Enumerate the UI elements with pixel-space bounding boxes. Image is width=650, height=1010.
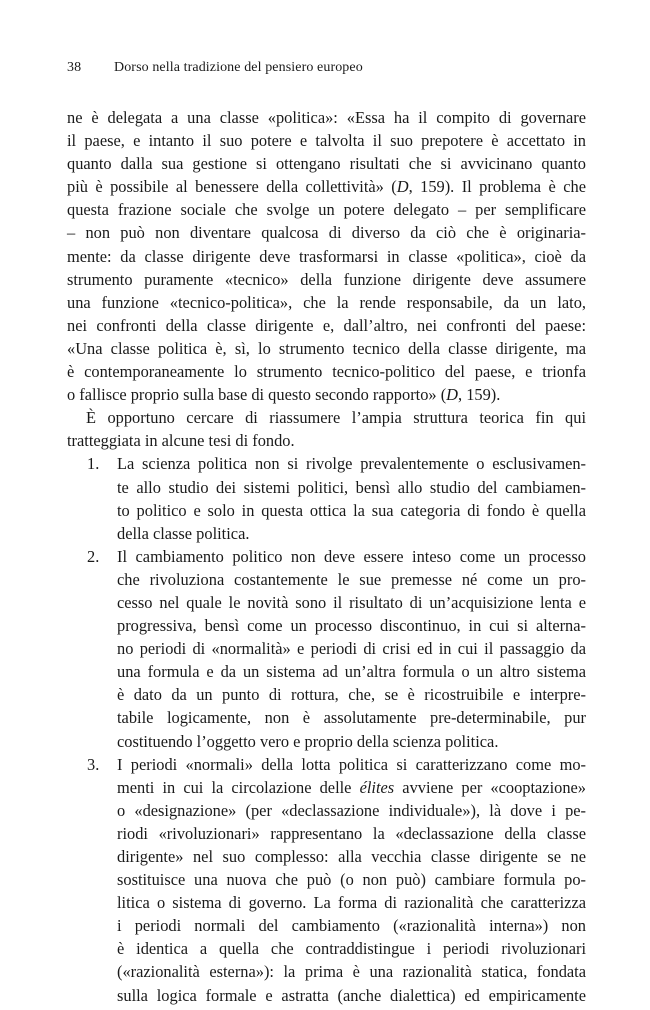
text-line: una formula e da un sistema ad un’altra formula o un altro sistema: [117, 662, 586, 682]
text-line: costituendo l’oggetto vero e proprio della scienza politica.: [117, 731, 499, 751]
text-line: tratteggiata in alcune tesi di fondo.: [67, 431, 295, 451]
running-header: [67, 60, 363, 76]
text-line: menti in cui la circolazione delle élites avviene per «cooptazione»: [117, 777, 586, 797]
text-line: una funzione «tecnico-politica», che la rende responsabile, da un lato,: [67, 292, 586, 312]
text-line: riodi «rivoluzionari» rappresentano la «declassazione della classe: [117, 823, 586, 843]
text-line: sostituisce una nuova che può (o non può) cambiare formula po-: [117, 870, 586, 890]
text-line: è dato da un punto di rottura, che, se è ricostruibile e interpre-: [117, 685, 586, 705]
text-line: o fallisce proprio sulla base di questo secondo rapporto» (D, 159).: [67, 385, 501, 405]
text-line: più è possibile al benessere della collettività» (D, 159). Il problema è che: [67, 177, 586, 197]
text-line: il paese, e intanto il suo potere e talvolta il suo prepotere è accettato in: [67, 131, 586, 151]
paragraph: [67, 106, 586, 406]
text-line: della classe politica.: [117, 523, 250, 543]
text-line: litica o sistema di governo. La forma di razionalità che caratterizza: [117, 893, 586, 913]
text-line: tabile logicamente, non è assolutamente pre-determinabile, pur: [117, 708, 586, 728]
text-line: è identica a quella che contraddistingue i periodi rivoluzionari: [117, 939, 586, 959]
list-item: [67, 753, 586, 1007]
numbered-list: [67, 452, 586, 1006]
text-line: o «designazione» (per «declassazione individuale»), là dove i pe-: [117, 800, 586, 820]
text-line: è contemporaneamente lo strumento tecnico-politico del paese, e trionfa: [67, 362, 586, 382]
page-number: 38: [67, 60, 82, 75]
list-line: Il cambiamento politico non deve essere inteso come un processo: [117, 546, 586, 566]
text-line: no periodi di «normalità» e periodi di crisi ed in cui il passaggio da: [117, 639, 586, 659]
text-line: [67, 545, 586, 568]
list-line: La scienza politica non si rivolge prevalentemente o esclusivamen-: [117, 454, 586, 474]
text-line: quanto dalla sua gestione si ottengano risultati che si avvicinano quanto: [67, 154, 586, 174]
text-line: – non può non diventare qualcosa di diverso da ciò che è originaria-: [67, 223, 586, 243]
text-line: mente: da classe dirigente deve trasformarsi in classe «politica», cioè da: [67, 246, 586, 266]
body-text: [67, 106, 586, 1007]
text-line: [67, 753, 586, 776]
text-line: «Una classe politica è, sì, lo strumento tecnico della classe dirigente, ma: [67, 338, 586, 358]
list-item: [67, 452, 586, 544]
text-line: questa frazione sociale che svolge un potere delegato – per semplificare: [67, 200, 586, 220]
running-title: Dorso nella tradizione del pensiero europeo: [114, 60, 363, 75]
paragraph: [67, 406, 586, 452]
text-line: progressiva, bensì come un processo discontinuo, in cui si alterna-: [117, 616, 586, 636]
text-line: sulla logica formale e astratta (anche dialettica) ed empiricamente: [117, 985, 586, 1005]
text-line: i periodi normali del cambiamento («razionalità interna») non: [117, 916, 586, 936]
list-item: [67, 545, 586, 753]
list-number: 1.: [87, 454, 100, 474]
text-line: («razionalità esterna»): la prima è una razionalità statica, fondata: [117, 962, 586, 982]
list-number: 2.: [87, 546, 100, 566]
text-line: nei confronti della classe dirigente e, dall’altro, nei confronti del paese:: [67, 315, 586, 335]
text-line: cesso nel quale le novità sono il risultato di un’acquisizione lenta e: [117, 592, 586, 612]
text-line: to politico e solo in questa ottica la sua categoria di fondo è quella: [117, 500, 586, 520]
list-line: I periodi «normali» della lotta politica si caratterizzano come mo-: [117, 754, 586, 774]
text-line: strumento puramente «tecnico» della funzione dirigente deve assumere: [67, 269, 586, 289]
list-number: 3.: [87, 754, 100, 774]
text-line: te allo studio dei sistemi politici, bensì allo studio del cambiamen-: [117, 477, 586, 497]
text-line: dirigente» nel suo complesso: alla vecchia classe dirigente se ne: [117, 847, 586, 866]
text-line: che rivoluziona costantemente le sue premesse né come un pro-: [117, 569, 586, 589]
text-line: È opportuno cercare di riassumere l’ampia struttura teorica fin qui: [86, 408, 586, 428]
text-line: ne è delegata a una classe «politica»: «Essa ha il compito di governare: [67, 108, 586, 127]
text-line: [67, 452, 586, 475]
